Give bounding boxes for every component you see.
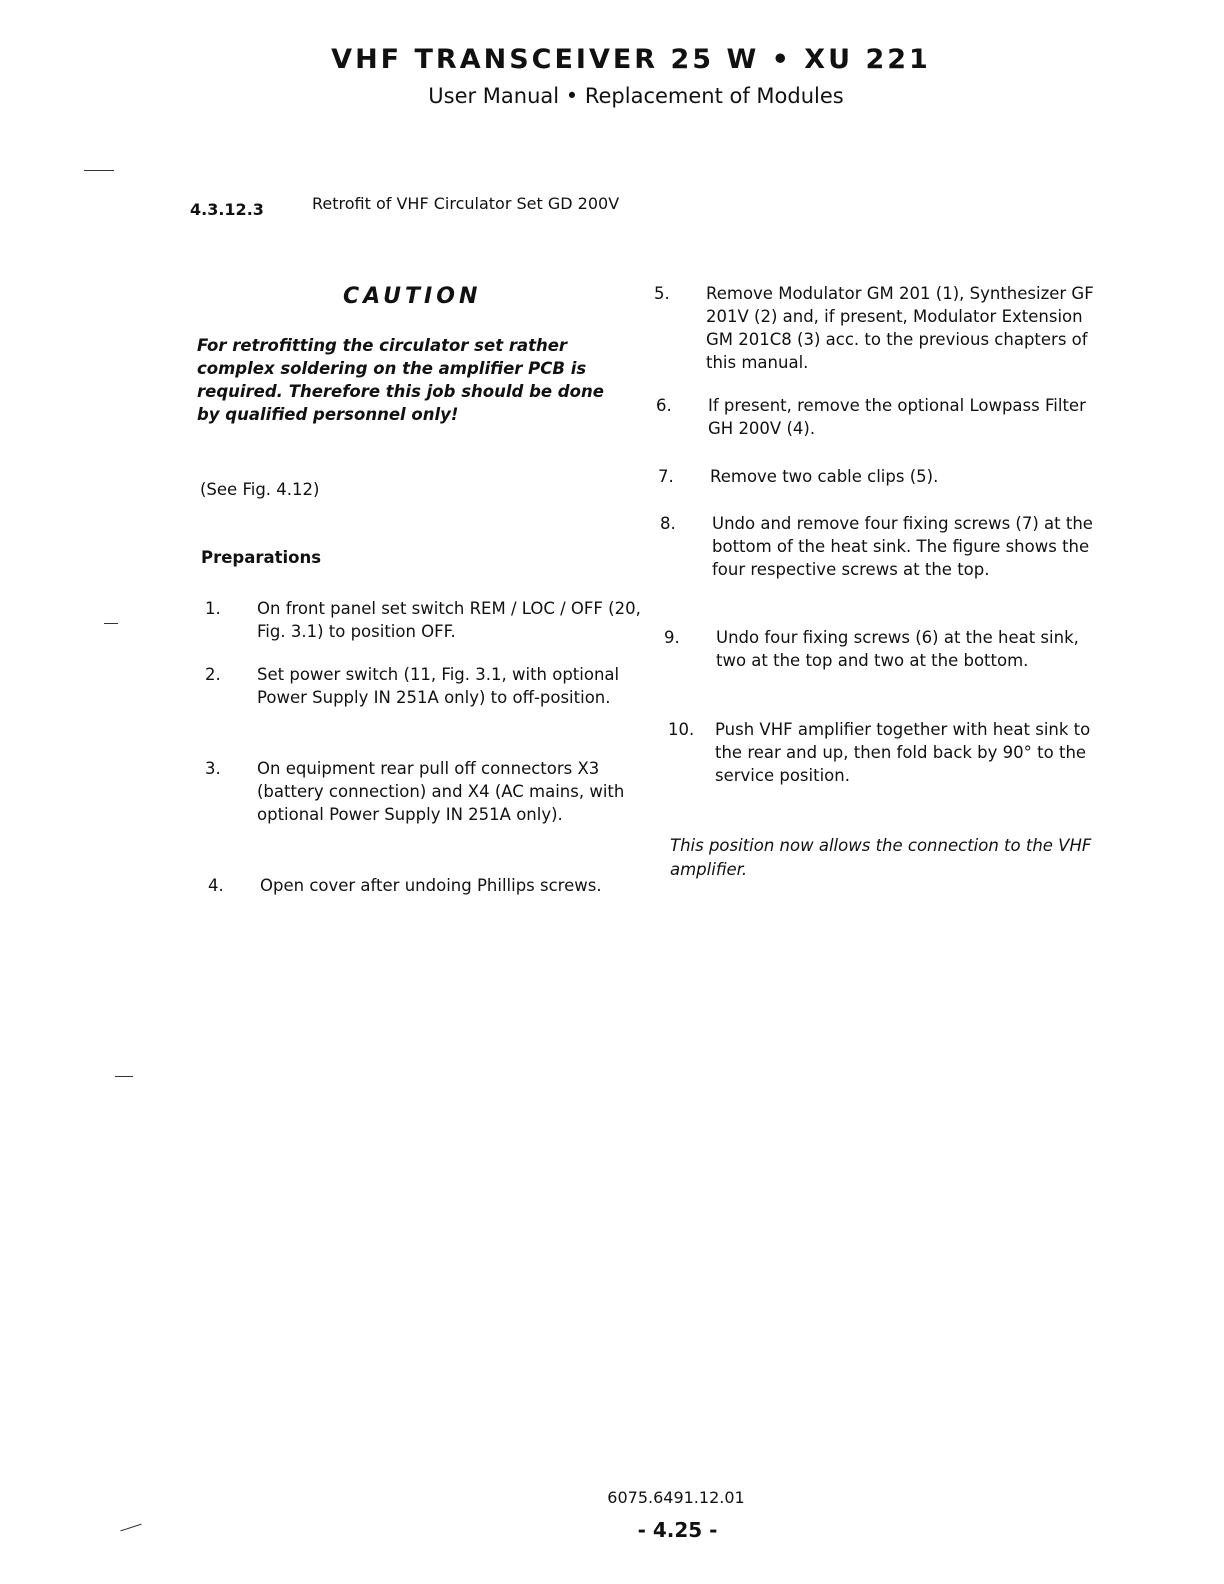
section-number: 4.3.12.3 (190, 200, 264, 219)
step-number: 1. (205, 599, 221, 618)
step-text: Remove Modulator GM 201 (1), Synthesizer GF 201V (2) and, if present, Modulator Extension GM 201C8 (3) acc. to the previous chapters of this manual. (706, 284, 1094, 372)
preparations-heading: Preparations (201, 548, 322, 567)
page-number: - 4.25 - (637, 1518, 718, 1542)
caution-heading: CAUTION (343, 284, 482, 309)
step-text: Set power switch (11, Fig. 3.1, with optional Power Supply IN 251A only) to off-position. (257, 665, 620, 707)
step-text: Undo four fixing screws (6) at the heat sink, two at the top and two at the bottom. (716, 628, 1079, 670)
step-text: Undo and remove four fixing screws (7) at the bottom of the heat sink. The figure shows the four respective screws at the top. (712, 514, 1093, 579)
page-subtitle: User Manual • Replacement of Modules (428, 84, 844, 108)
step-number: 2. (205, 665, 221, 684)
scan-mark (115, 1076, 133, 1077)
caution-text: For retrofitting the circulator set rather complex soldering on the amplifier PCB is required. Therefore this job should be done by qualified personnel only! (197, 336, 604, 424)
step-number: 10. (668, 720, 695, 739)
step-text: If present, remove the optional Lowpass Filter GH 200V (4). (708, 396, 1086, 438)
step-number: 9. (664, 628, 680, 647)
step-text: Push VHF amplifier together with heat sink to the rear and up, then fold back by 90° to the service position. (715, 720, 1091, 785)
section-title: Retrofit of VHF Circulator Set GD 200V (312, 194, 620, 213)
scan-mark (84, 170, 114, 171)
step-text: Remove two cable clips (5). (710, 467, 939, 486)
figure-reference: (See Fig. 4.12) (200, 480, 320, 499)
step-number: 8. (660, 514, 676, 533)
closing-note: This position now allows the connection to the VHF amplifier. (670, 836, 1092, 879)
step-number: 5. (654, 284, 670, 303)
step-number: 3. (205, 759, 221, 778)
scan-mark (104, 623, 118, 624)
document-number: 6075.6491.12.01 (607, 1488, 745, 1507)
step-number: 4. (208, 876, 224, 895)
step-text: Open cover after undoing Phillips screws. (260, 876, 602, 895)
step-number: 6. (656, 396, 672, 415)
step-text: On front panel set switch REM / LOC / OFF (20, Fig. 3.1) to position OFF. (257, 599, 641, 641)
page-title: VHF TRANSCEIVER 25 W • XU 221 (331, 44, 931, 75)
step-number: 7. (658, 467, 674, 486)
step-text: On equipment rear pull off connectors X3 (battery connection) and X4 (AC mains, with optional Power Supply IN 251A only). (257, 759, 625, 824)
